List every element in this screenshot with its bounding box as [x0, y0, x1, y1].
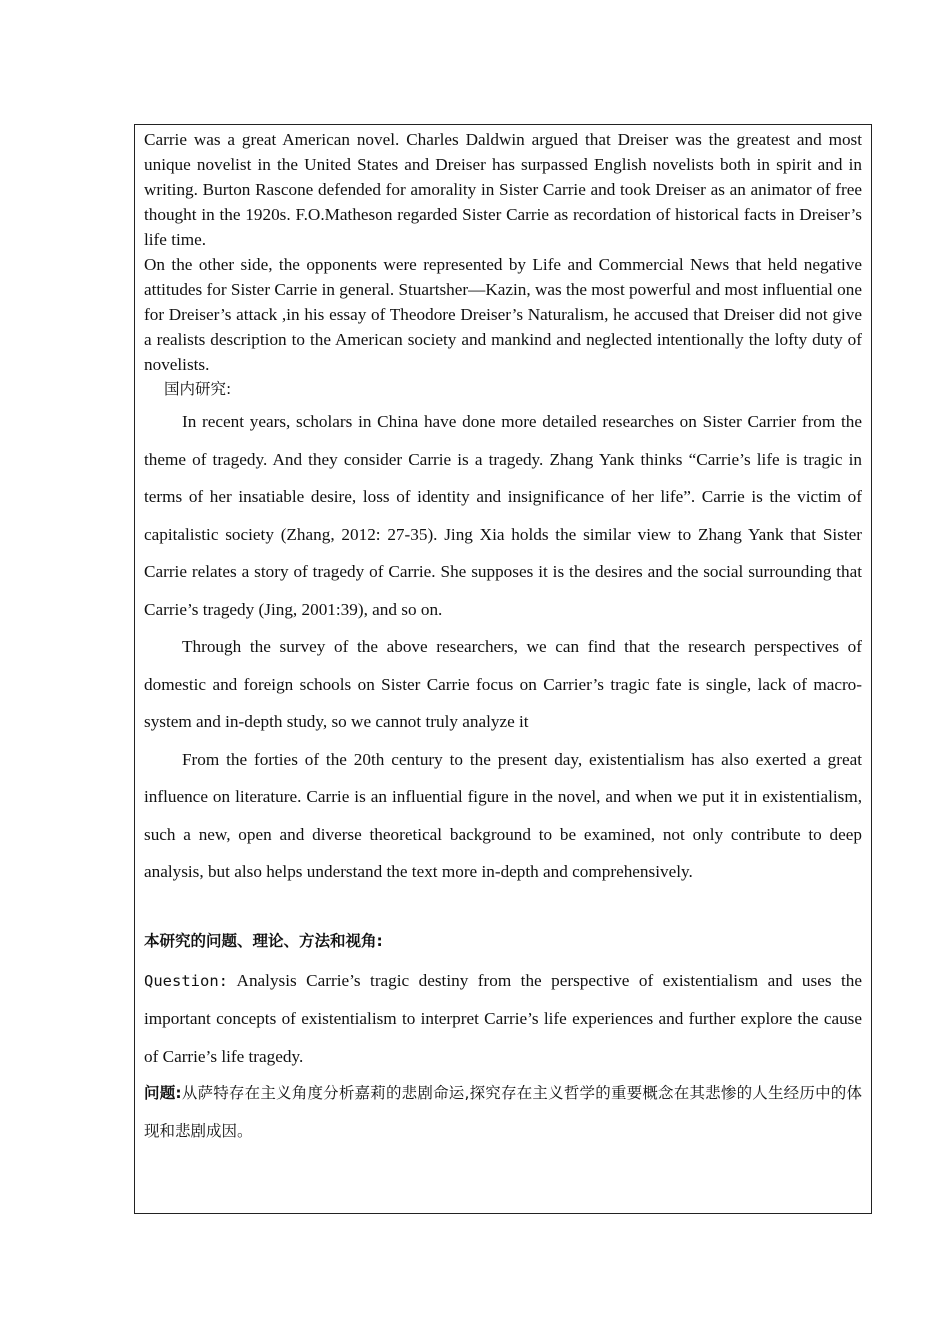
research-heading: 本研究的问题、理论、方法和视角:: [144, 931, 383, 950]
question-cn-text: 从萨特存在主义角度分析嘉莉的悲剧命运,探究存在主义哲学的重要概念在其悲惨的人生经历中的体现和悲剧成因。: [144, 1084, 862, 1140]
proposal-table-cell: [134, 124, 872, 1214]
blank-line: [144, 891, 862, 928]
question-text: Analysis Carrie’s tragic destiny from the perspective of existentialism and uses the important concepts of existentialism to interpret Carrie’s life experiences and further explore the cause of Carrie’s life tragedy.: [144, 970, 862, 1066]
domestic-research-heading: 国内研究:: [164, 380, 232, 398]
cell-content: [144, 127, 862, 1150]
question-paragraph: [144, 962, 862, 1076]
question-cn-label: 问题:: [144, 1084, 182, 1102]
question-cn-paragraph: [144, 1075, 862, 1150]
research-heading-line: [144, 928, 862, 954]
paragraph-domestic-1: In recent years, scholars in China have done more detailed researches on Sister Carrier from the theme of tragedy. And they consider Carrie is a tragedy. Zhang Yank thinks “Carrie’s life is tragic in terms of her insatiable desire, loss of identity and insignificance of her life”. Carrie is the victim of capitalistic society (Zhang, 2012: 27-35). Jing Xia holds the similar view to Zhang Yank that Sister Carrie relates a story of tragedy of Carrie. She supposes it is the desires and the social surrounding that Carrie’s tragedy (Jing, 2001:39), and so on.: [144, 412, 862, 619]
paragraph-critics-oppose: On the other side, the opponents were represented by Life and Commercial News that held negative attitudes for Sister Carrie in general. Stuartsher—Kazin, was the most powerful and most influential one for Dreiser’s attack ,in his essay of Theodore Dreiser’s Naturalism, he accused that Dreiser did not give a realists description to the American society and mankind and neglected intentionally the lofty duty of novelists.: [144, 255, 862, 374]
paragraph-domestic-2: Through the survey of the above researchers, we can find that the research perspectives of domestic and foreign schools on Sister Carrie focus on Carrier’s tragic fate is single, lack of macro-system and in-depth study, so we cannot truly analyze it: [144, 637, 862, 731]
paragraph-domestic-3: From the forties of the 20th century to the present day, existentialism has also exerted a great influence on literature. Carrie is an influential figure in the novel, and when we put it in existentialism, such a new, open and diverse theoretical background to be examined, not only contribute to deep analysis, but also helps understand the text more in-depth and comprehensively.: [144, 749, 862, 881]
question-label: Question:: [144, 971, 228, 990]
paragraph-critics-support: Carrie was a great American novel. Charles Daldwin argued that Dreiser was the greatest and most unique novelist in the United States and Dreiser has surpassed English novelists both in spirit and in writing. Burton Rascone defended for amorality in Sister Carrie and took Dreiser as an animator of free thought in the 1920s. F.O.Matheson regarded Sister Carrie as recordation of historical facts in Dreiser’s life time.: [144, 130, 862, 249]
